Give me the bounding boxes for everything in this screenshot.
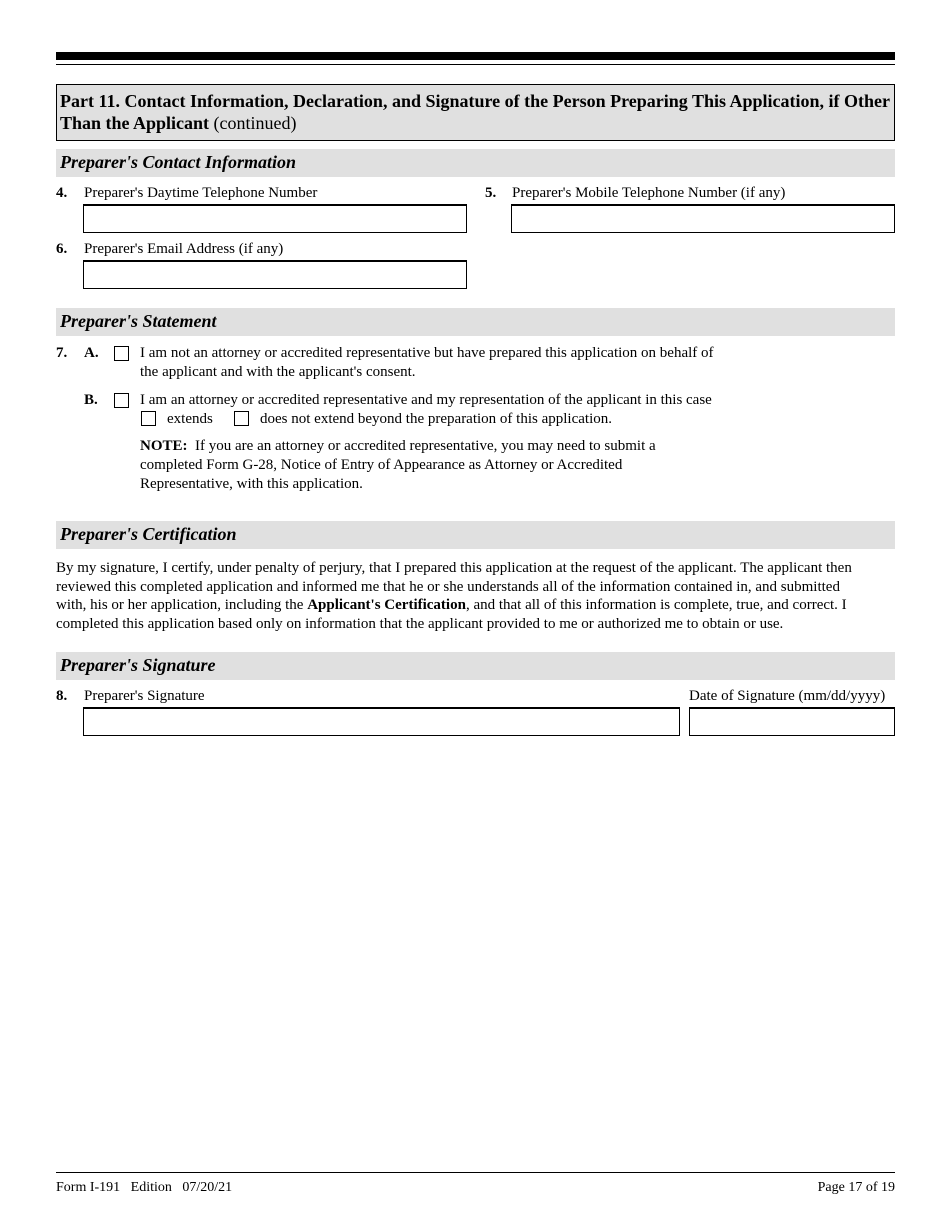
certification-section-header: Preparer's Certification [56,521,895,549]
certification-line3: with, his or her application, including the Applicant's Certification, and that all of this information is complete, true, and correct. I [56,597,847,613]
part-title: Part 11. Contact Information, Declaration, and Signature of the Person Preparing This Application, if Other Than the Applicant (continued) [60,91,890,133]
q8-label: Preparer's Signature [84,688,205,704]
date-of-signature-input[interactable] [689,707,895,736]
option-b-checkbox[interactable] [114,393,129,408]
contact-section-header: Preparer's Contact Information [56,149,895,177]
footer-form-edition: Form I-191 Edition 07/20/21 [56,1180,233,1195]
option-a-line2: the applicant and with the applicant's consent. [140,364,416,380]
top-rule-thin [56,64,895,65]
q4-number: 4. [56,185,68,201]
note-line1: NOTE: If you are an attorney or accredited representative, you may need to submit a [140,438,656,454]
q8-number: 8. [56,688,68,704]
q7-number: 7. [56,345,68,361]
note-line3: Representative, with this application. [140,476,363,492]
q5-number: 5. [485,185,497,201]
email-input[interactable] [83,260,467,289]
footer-rule [56,1172,895,1173]
date-label: Date of Signature (mm/dd/yyyy) [689,688,886,704]
signature-section-header: Preparer's Signature [56,652,895,680]
q6-label: Preparer's Email Address (if any) [84,241,284,257]
q4-label: Preparer's Daytime Telephone Number [84,185,318,201]
option-b-line1: I am an attorney or accredited representative and my representation of the applicant in this case [140,392,712,408]
statement-section-header: Preparer's Statement [56,308,895,336]
option-a-label: A. [84,345,99,361]
q6-number: 6. [56,241,68,257]
option-a-checkbox[interactable] [114,346,129,361]
option-b-label: B. [84,392,98,408]
not-extend-checkbox[interactable] [234,411,249,426]
not-extend-label: does not extend beyond the preparation of this application. [260,411,612,427]
extends-checkbox[interactable] [141,411,156,426]
certification-line2: reviewed this completed application and informed me that he or she understands all of the information contained in, and submitted [56,579,840,595]
extends-label: extends [167,411,213,427]
note-line2: completed Form G-28, Notice of Entry of Appearance as Attorney or Accredited [140,457,623,473]
certification-line4: completed this application based only on information that the applicant provided to me or authorized me to obtain or use. [56,616,784,632]
option-a-line1: I am not an attorney or accredited representative but have prepared this application on behalf of [140,345,714,361]
footer-page-number: Page 17 of 19 [817,1180,895,1195]
mobile-phone-input[interactable] [511,204,895,233]
signature-input[interactable] [83,707,680,736]
daytime-phone-input[interactable] [83,204,467,233]
top-rule-thick [56,52,895,60]
certification-line1: By my signature, I certify, under penalty of perjury, that I prepared this application at the request of the applicant. The applicant then [56,560,852,576]
q5-label: Preparer's Mobile Telephone Number (if any) [512,185,786,201]
